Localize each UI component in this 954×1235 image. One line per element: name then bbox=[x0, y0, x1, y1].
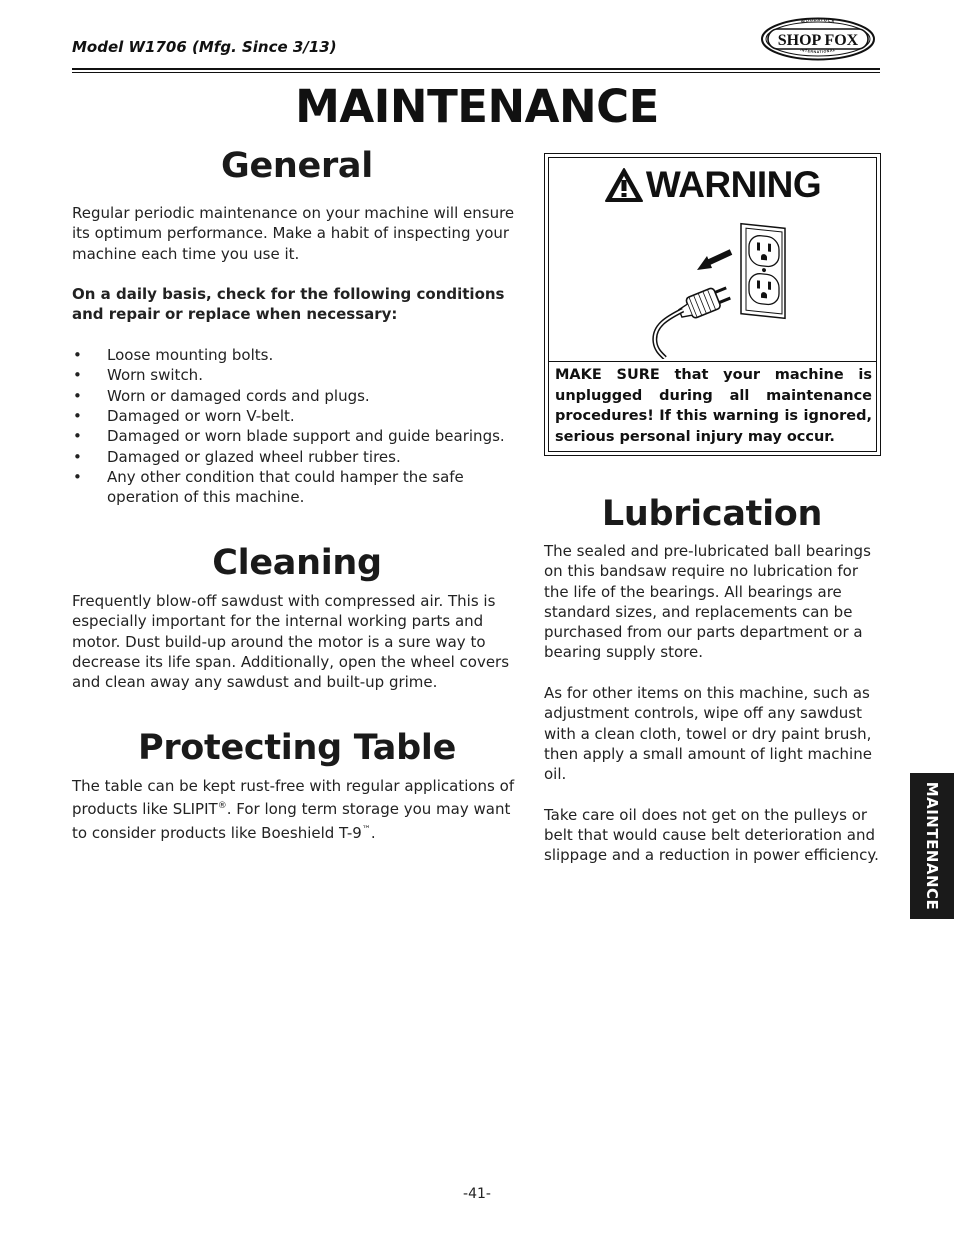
cleaning-heading: Cleaning bbox=[212, 543, 382, 583]
section-side-tab bbox=[910, 773, 954, 919]
cleaning-text: Frequently blow-off sawdust with compressed air. This is especially important for the internal working parts and motor. Dust build-up around the motor is a sure way to decrease its life span. Additionally, open the wheel covers and clean away any sawdust and built-up grime. bbox=[72, 592, 510, 692]
list-item: • Damaged or worn V-belt. bbox=[72, 406, 527, 426]
page-title: MAINTENANCE bbox=[295, 80, 659, 133]
list-item: • Worn or damaged cords and plugs. bbox=[72, 386, 527, 406]
protecting-table-text bbox=[72, 776, 527, 843]
warning-header bbox=[549, 162, 876, 208]
registered-mark: ® bbox=[217, 801, 227, 812]
warning-text: MAKE SURE that your machine is unplugged during all maintenance procedures! If this warning is ignored, serious personal injury may occur. bbox=[555, 367, 872, 445]
protecting-text-part: . bbox=[370, 823, 376, 842]
protecting-table-heading: Protecting Table bbox=[137, 728, 457, 768]
page-number: -41- bbox=[463, 1186, 491, 1202]
list-item: • Any other condition that could hamper the safe operation of this machine. bbox=[72, 467, 527, 508]
list-item: • Loose mounting bolts. bbox=[72, 345, 527, 365]
logo-text: SHOP FOX bbox=[777, 32, 859, 49]
lubrication-section bbox=[544, 541, 882, 866]
list-item: • Worn switch. bbox=[72, 365, 527, 385]
protecting-text-part: . For long term storage you may want to consider products like Boeshield T-9 bbox=[72, 800, 511, 842]
lubrication-heading: Lubrication bbox=[601, 494, 823, 534]
protecting-text-part: The table can be kept rust-free with regular applications of products like SLIPIT bbox=[72, 777, 515, 819]
unplug-cord-icon bbox=[649, 214, 829, 359]
warning-divider bbox=[549, 361, 876, 362]
lubrication-paragraph: As for other items on this machine, such as adjustment controls, wipe off any sawdust with a clean cloth, towel or dry paint brush, then apply a small amount of light machine oil. bbox=[544, 684, 872, 784]
lubrication-paragraph: Take care oil does not get on the pulleys or belt that would cause belt deterioration and slippage and a reduction in power efficiency. bbox=[544, 805, 879, 865]
general-section bbox=[72, 203, 527, 507]
shop-fox-logo bbox=[760, 17, 876, 61]
warning-triangle-icon bbox=[604, 167, 644, 203]
logo-bottom-text: INTERNATIONAL bbox=[799, 47, 837, 54]
daily-check-instruction: On a daily basis, check for the following conditions and repair or replace when necessary: bbox=[72, 285, 505, 324]
warning-title: WARNING bbox=[645, 164, 822, 205]
checklist bbox=[72, 345, 527, 507]
general-intro: Regular periodic maintenance on your machine will ensure its optimum performance. Make a habit of inspecting your machine each time you use it. bbox=[72, 204, 515, 263]
lubrication-paragraph: The sealed and pre-lubricated ball bearings on this bandsaw require no lubrication for the life of the bearings. All bearings are standard sizes, and replacements can be purchased from our parts department or a bearing supply store. bbox=[544, 542, 871, 662]
trademark-mark: ™ bbox=[361, 824, 371, 835]
header-rule bbox=[72, 68, 880, 70]
general-heading: General bbox=[221, 146, 373, 186]
header-rule-thin bbox=[72, 72, 880, 73]
side-tab-label: MAINTENANCE bbox=[923, 781, 941, 911]
model-label: Model W1706 (Mfg. Since 3/13) bbox=[72, 38, 337, 56]
list-item: • Damaged or worn blade support and guide bearings. bbox=[72, 426, 527, 446]
warning-box bbox=[544, 153, 881, 456]
warning-inner bbox=[548, 157, 877, 452]
logo-top-text: WOODSTOCK bbox=[800, 17, 836, 25]
list-item: • Damaged or glazed wheel rubber tires. bbox=[72, 447, 527, 467]
